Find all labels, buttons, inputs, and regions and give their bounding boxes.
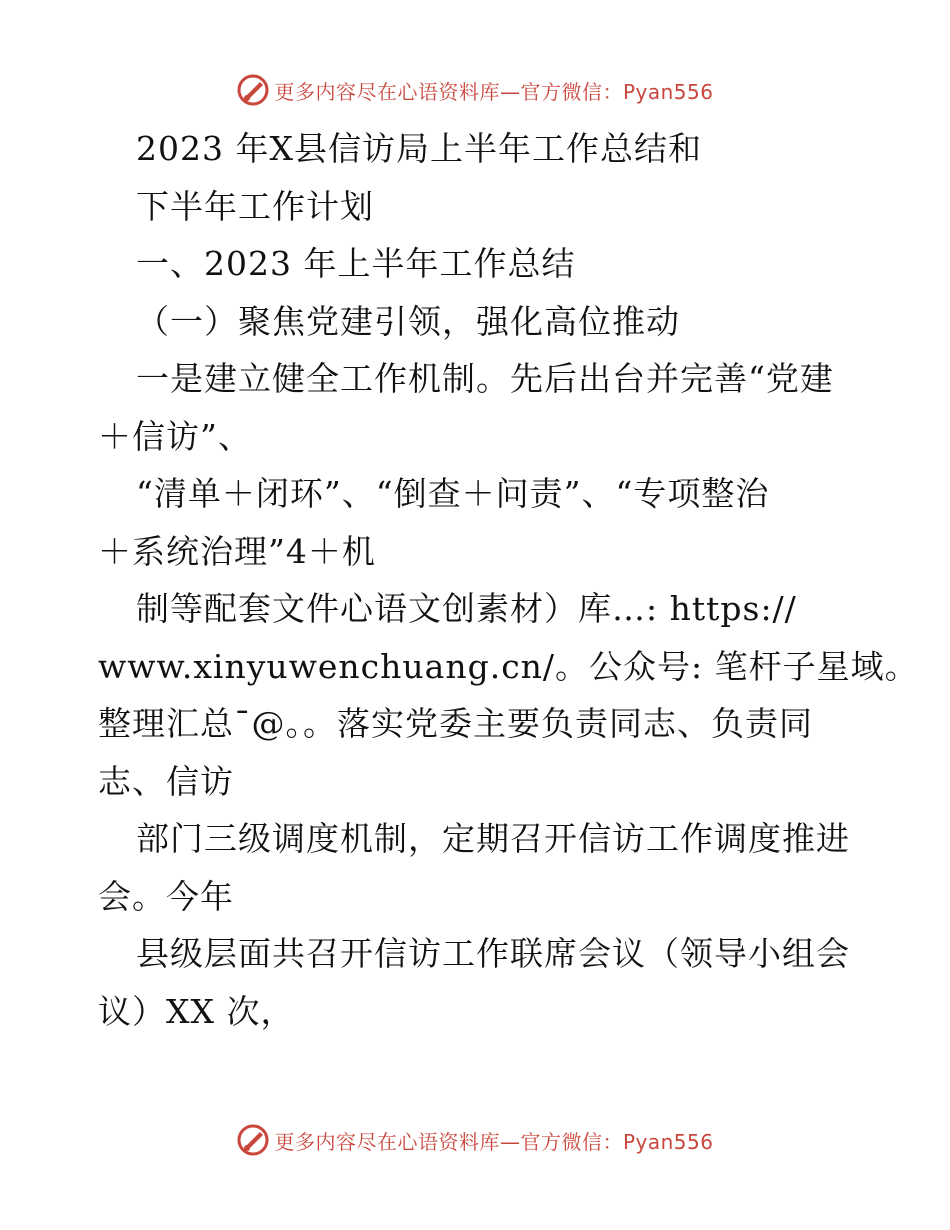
header-watermark: [0, 70, 950, 110]
document-line: 志、信访: [98, 761, 234, 801]
watermark-text: 更多内容尽在心语资料库—官方微信：Pyan556: [274, 79, 714, 104]
footer-watermark: [0, 1120, 950, 1160]
document-line: ＋系统治理”4＋机: [98, 531, 376, 571]
document-line: ＋信访”、: [98, 416, 252, 456]
brush-logo-icon: [236, 1123, 270, 1157]
document-line: www.xinyuwenchuang.cn/。公众号: 笔杆子星域。: [98, 646, 919, 686]
brush-logo-icon: [236, 73, 270, 107]
document-line: 2023 年X县信访局上半年工作总结和: [136, 129, 702, 168]
document-line: （一）聚焦党建引领，强化高位推动: [136, 301, 680, 341]
document-line: “清单＋闭环”、“倒查＋问责”、“专项整治: [136, 474, 770, 513]
document-line: 会。今年: [98, 876, 234, 916]
document-line: 整理汇总¯@。。落实党委主要负责同志、负责同: [98, 704, 813, 743]
watermark-text: 更多内容尽在心语资料库—官方微信：Pyan556: [274, 1129, 714, 1154]
document-line: 议）XX 次，: [98, 991, 295, 1031]
document-body: [98, 120, 919, 1040]
document-line: 制等配套文件心语文创素材）库…: https://: [136, 589, 797, 628]
document-line: 县级层面共召开信访工作联席会议（领导小组会: [136, 934, 850, 973]
document-line: 下半年工作计划: [136, 186, 374, 226]
document-line: 部门三级调度机制，定期召开信访工作调度推进: [136, 819, 850, 858]
document-line: 一是建立健全工作机制。先后出台并完善“党建: [136, 359, 834, 398]
document-line: 一、2023 年上半年工作总结: [136, 244, 576, 283]
